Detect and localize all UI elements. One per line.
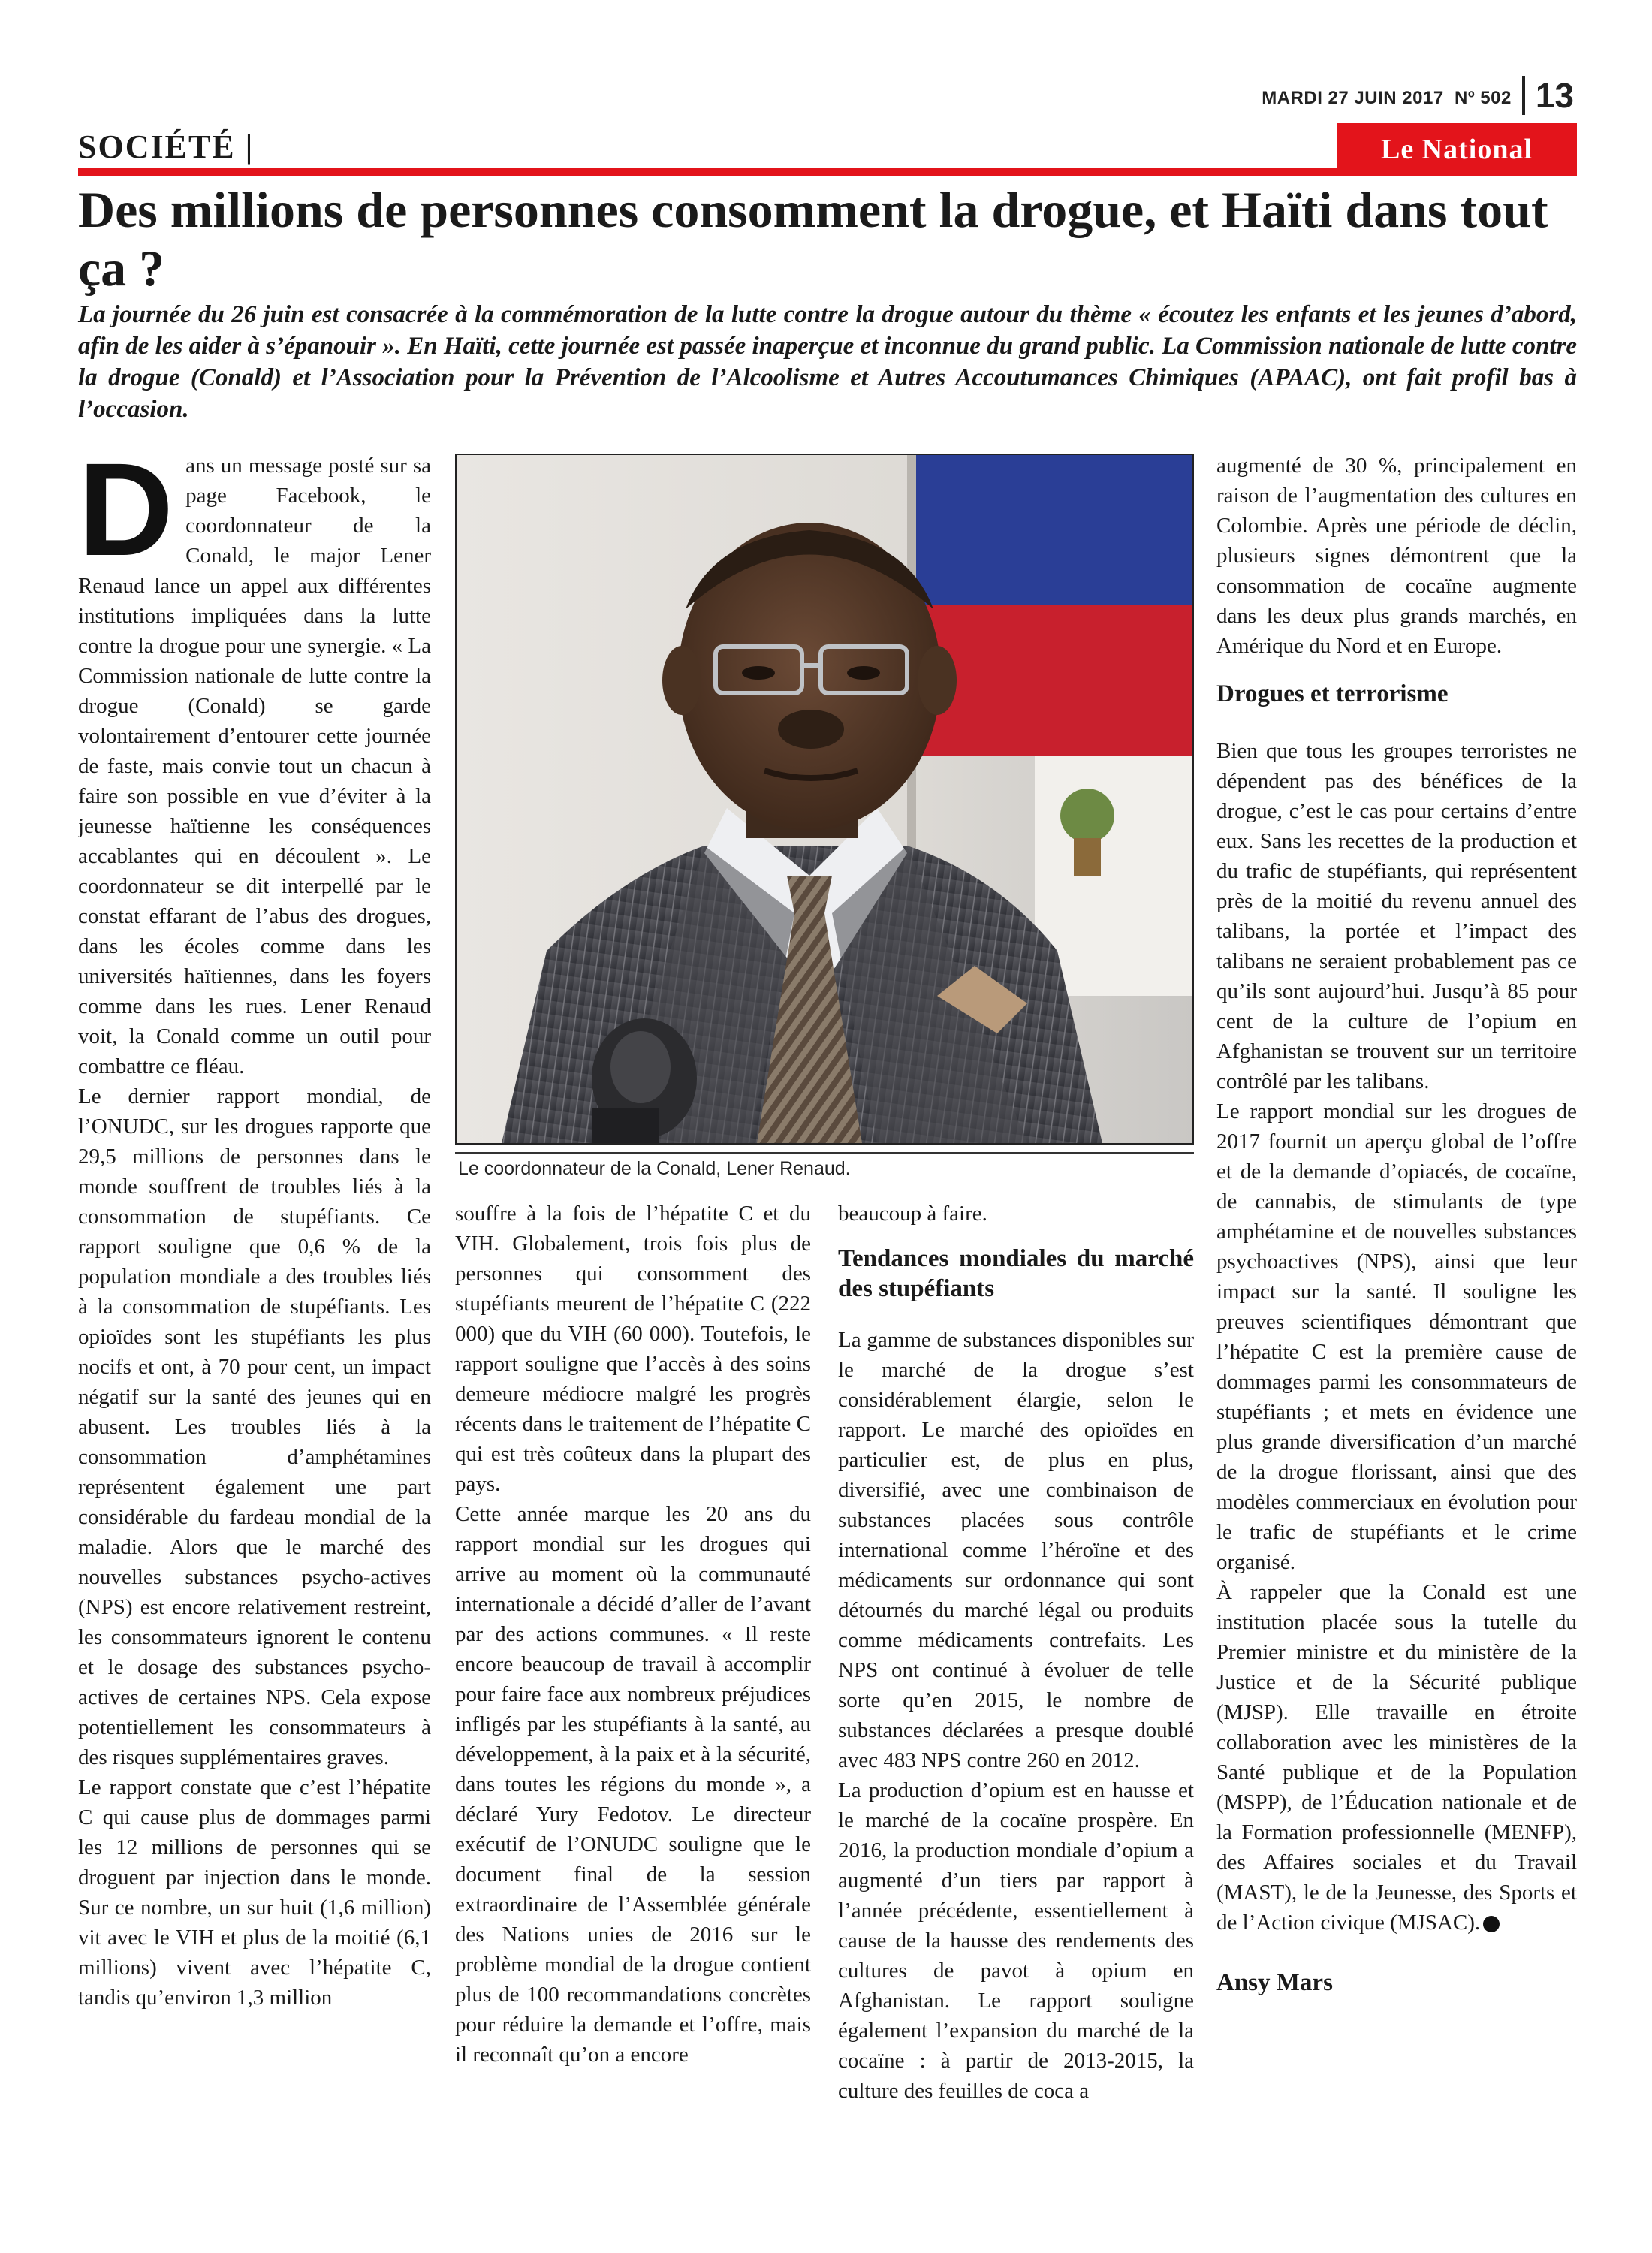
end-of-article-icon [1483,1916,1500,1932]
paragraph: Le rapport constate que c’est l’hépatite C qui cause plus de dommages parmi les 12 millions de personnes qui se droguent par injection dans le monde. Sur ce nombre, un sur huit (1,6 million) vit avec le VIH et plus de la moitié (6,1 millions) vivent avec l’hépatite C, tandis qu’environ 1,3 million [78,1775,431,2010]
article-column-4 [1216,451,1577,2170]
paragraph: souffre à la fois de l’hépatite C et du VIH. Globalement, trois fois plus de personnes qui consomment des stupéfiants meurent de l’hépatite C (222 000) que du VIH (60 000). Toutefois, le rapport souligne que l’accès à des soins demeure médiocre malgré les progrès récents dans le traitement de l’hépatite C qui est très coûteux dans la plupart des pays. [455,1202,811,1496]
portrait-illustration [457,455,1192,1143]
photo-caption: Le coordonnateur de la Conald, Lener Renaud. [458,1158,851,1179]
paragraph: La gamme de substances disponibles sur le marché de la drogue s’est considérablement élargie, selon le rapport. Le marché des opioïdes en particulier est, de plus en plus, diversifié, avec une combinaison de substances placées sous contrôle international comme l’héroïne et des médicaments sur ordonnance qui sont détournés du marché légal ou produits comme médicaments contrefaits. Les NPS ont continué à évoluer de telle sorte qu’en 2015, le nombre de substances déclarées a presque doublé avec 483 NPS contre 260 en 2012. [838,1328,1194,1772]
masthead-brand: Le National [1337,123,1577,176]
paragraph [78,451,431,1081]
caption-rule [455,1152,1194,1154]
article-photo [455,454,1194,1145]
paragraph [1216,1577,1577,1938]
paragraph-text: À rappeler que la Conald est une institution placée sous la tutelle du Premier ministre et du ministère de la Justice et de la Sécurité publique (MJSP). Elle travaille en étroite collaboration avec les ministères de la Santé publique et de la Population (MSPP), de l’Éducation nationale et de la Formation professionnelle (MENFP), des Affaires sociales et du Travail (MAST), le de la Jeunesse, des Sports et de l’Action civique (MJSAC). [1216,1580,1577,1935]
page-number: 13 [1535,76,1574,115]
paragraph: Bien que tous les groupes terroristes ne dépendent pas des bénéfices de la drogue, c’est le cas pour certains d’entre eux. Sans les recettes de la production et du trafic de stupéfiants, qui représentent près de la moitié du revenu annuel des talibans, la portée et l’impact des talibans ne seraient probablement pas ce qu’ils sont aujourd’hui. Jusqu’à 85 pour cent de la culture de l’opium en Afghanistan se trouvent sur un territoire contrôlé par les talibans. [1216,739,1577,1093]
drop-cap: D [78,451,174,584]
article-standfirst: La journée du 26 juin est consacrée à la commémoration de la lutte contre la drogue autour du thème « écoutez les enfants et les jeunes d’abord, afin de les aider à s’épanouir ». En Haïti, cette journée est passée inaperçue et inconnue du grand public. La Commission nationale de lutte contre la drogue (Conald) et l’Association pour la Prévention de l’Alcoolisme et Autres Accoutumances Chimiques (APAAC), ont fait profil bas à l’occasion. [78,301,1577,423]
subheading-terrorisme: Drogues et terrorisme [1216,680,1449,707]
subheading-tendances: Tendances mondiales du marché des stupéfiants [838,1245,1194,1302]
article-column-1 [78,451,431,2170]
article-column-2 [455,1199,811,2167]
paragraph: La production d’opium est en hausse et le marché de la cocaïne prospère. En 2016, la production mondiale d’opium a augmenté d’un tiers par rapport à l’année précédente, essentiellement à cause de la hausse des rendements des cultures de pavot à opium en Afghanistan. Le rapport souligne également l’expansion du marché de la cocaïne : à partir de 2013-2015, la culture des feuilles de coca a [838,1778,1194,2103]
issue-number: Nº 502 [1455,88,1512,108]
page-number-divider [1522,76,1525,115]
paragraph: Cette année marque les 20 ans du rapport mondial sur les drogues qui arrive au moment où la communauté internationale a décidé d’aller de l’avant par des actions communes. « Il reste encore beaucoup de travail à accomplir pour faire face aux nombreux préjudices infligés par les stupéfiants à la santé, au développement, à la paix et à la sécurité, dans toutes les régions du monde », a déclaré Yury Fedotov. Le directeur exécutif de l’ONUDC souligne que le document final de la session extraordinaire de l’Assemblée générale des Nations unies de 2016 sur le problème mondial de la drogue contient plus de 100 recommandations concrètes pour réduire la demande et l’offre, mais il reconnaît qu’on a encore [455,1502,811,2067]
paragraph: beaucoup à faire. [838,1202,987,1226]
dateline [1262,82,1512,109]
paragraph: Le dernier rapport mondial, de l’ONUDC, sur les drogues rapporte que 29,5 millions de personnes dans le monde souffrent de troubles liés à la consommation de stupéfiants. Ce rapport souligne que 0,6 % de la population mondiale a des troubles liés à la consommation de stupéfiants. Les opioïdes sont les stupéfiants les plus nocifs et ont, à 70 pour cent, un impact négatif sur la santé des jeunes qui en abusent. Les troubles liés à la consommation d’amphétamines représentent également une part considérable du fardeau mondial de la maladie. Alors que le marché des nouvelles substances psycho-actives (NPS) est encore relativement restreint, les consommateurs ignorent le contenu et le dosage des substances psycho-actives de certaines NPS. Cela expose potentiellement les consommateurs à des risques supplémentaires graves. [78,1084,431,1769]
paragraph-text: ans un message posté sur sa page Facebook, le coordonnateur de la Conald, le major Lener Renaud lance un appel aux différentes institutions impliquées dans la lutte contre la drogue pour une synergie. « La Commission nationale de lutte contre la drogue (Conald) se garde volontairement d’entourer cette journée de faste, mais convie tout un chacun à faire son possible en vue d’éviter à la jeunesse haïtienne les conséquences accablantes qui en découlent ». Le coordonnateur se dit interpellé par le constat effarant de l’abus des drogues, dans les écoles comme dans les universités haïtiennes, dans les foyers comme dans les rues. Lener Renaud voit, la Conald comme un outil pour combattre ce fléau. [78,454,431,1078]
page-info [1262,75,1574,116]
byline: Ansy Mars [1216,1969,1333,1996]
article-headline: Des millions de personnes consomment la drogue, et Haïti dans tout ça ? [78,181,1548,297]
paragraph: Le rapport mondial sur les drogues de 2017 fournit un aperçu global de l’offre et de la demande d’opiacés, de cocaïne, de cannabis, de stimulants de type amphétamine et de nouvelles substances psychoactives (NPS), ainsi que leur impact sur la santé. Il souligne les preuves scientifiques démontrant que l’hépatite C est la première cause de dommages parmi les consommateurs de stupéfiants ; et mets en évidence une plus grande diversification d’un marché de la drogue florissant, ainsi que des modèles commerciaux en évolution pour le trafic de stupéfiants et le crime organisé. [1216,1099,1577,1574]
paragraph: augmenté de 30 %, principalement en raison de l’augmentation des cultures en Colombie. Après une période de déclin, plusieurs signes démontrent que la consommation de cocaïne augmente dans les deux plus grands marchés, en Amérique du Nord et en Europe. [1216,454,1577,658]
section-label: SOCIÉTÉ | [78,128,255,165]
date-text: MARDI 27 JUIN 2017 [1262,88,1444,108]
article-column-3 [838,1199,1194,2167]
